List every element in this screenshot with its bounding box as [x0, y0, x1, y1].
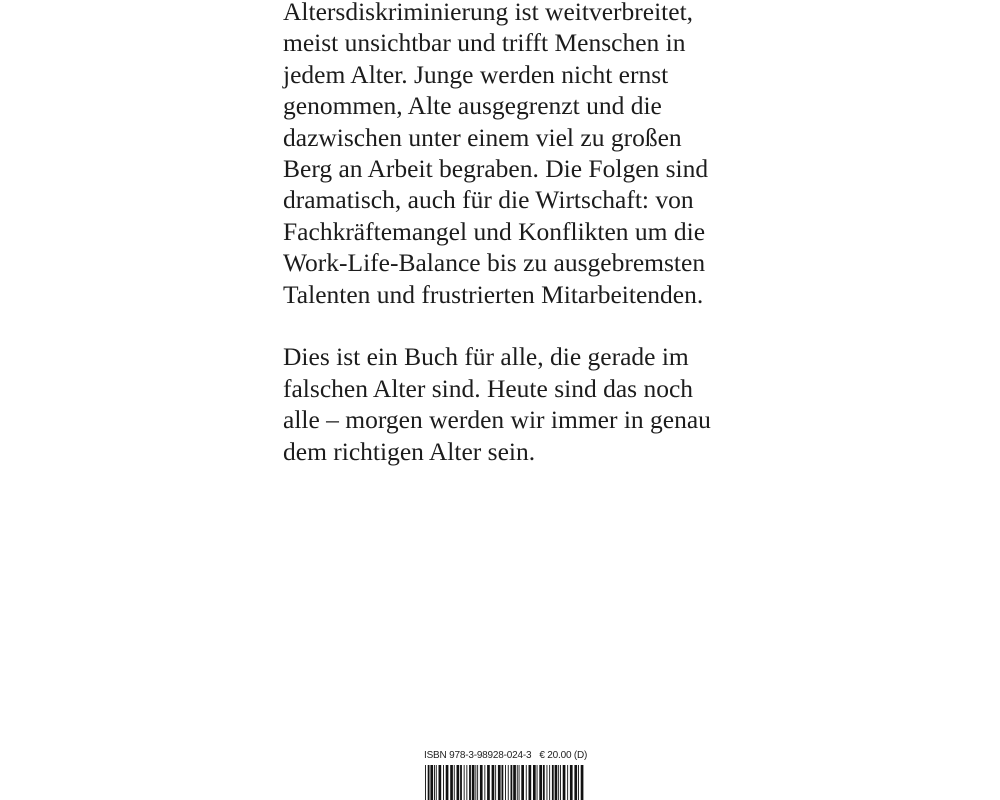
barcode-bar	[560, 765, 561, 800]
barcode-bar	[439, 765, 442, 800]
price-label: € 20.00 (D)	[539, 750, 588, 761]
text-line: jedem Alter. Junge werden nicht ernst	[283, 59, 669, 89]
barcode-bar	[558, 765, 559, 800]
barcode-bar	[563, 765, 566, 800]
barcode-bar	[552, 765, 554, 800]
barcode-bar	[495, 765, 496, 800]
barcode-bar	[549, 765, 550, 800]
barcode-bar	[460, 765, 462, 800]
barcode-bar	[502, 765, 504, 800]
barcode-bar	[533, 765, 536, 800]
barcode-bar	[517, 765, 518, 800]
blurb-paragraph-1	[283, 0, 743, 310]
isbn-label	[424, 750, 594, 762]
barcode-bar	[529, 765, 532, 800]
blurb-text	[283, 0, 743, 467]
barcode-bar	[477, 765, 478, 800]
barcode-bar	[567, 765, 568, 800]
barcode-bar	[511, 765, 513, 800]
isbn-block	[424, 750, 588, 800]
paragraph-gap	[283, 310, 743, 341]
barcode-bar	[498, 765, 501, 800]
isbn-number: ISBN 978-3-98928-024-3	[424, 750, 532, 761]
text-line: dazwischen unter einem viel zu großen	[283, 122, 682, 152]
barcode-bar	[555, 765, 558, 800]
barcode-bar	[428, 765, 430, 800]
text-line: dem richtigen Alter sein.	[283, 436, 536, 466]
barcode-bar	[508, 765, 509, 800]
barcode-bar	[543, 765, 545, 800]
barcode-bar	[480, 765, 483, 800]
text-line: dramatisch, auch für die Wirtschaft: von	[283, 185, 694, 215]
barcode-bar	[574, 765, 577, 800]
barcode-bar	[578, 765, 579, 800]
barcode	[424, 765, 584, 800]
barcode-bar	[457, 765, 460, 800]
barcode-bar	[436, 765, 437, 800]
text-line: genommen, Alte ausgegrenzt und die	[283, 91, 662, 121]
barcode-bar	[581, 765, 584, 800]
text-line: Dies ist ein Buch für alle, die gerade im	[283, 342, 689, 372]
barcode-bar	[475, 765, 476, 800]
barcode-bar	[464, 765, 465, 800]
text-line: alle – morgen werden wir immer in genau	[283, 405, 711, 435]
barcode-bar	[547, 765, 548, 800]
text-line: Berg an Arbeit begraben. Die Folgen sind	[283, 154, 709, 184]
barcode-bar	[454, 765, 455, 800]
text-line: Altersdiskriminierung ist weitverbreitet,	[283, 0, 694, 26]
barcode-bar	[505, 765, 506, 800]
text-line: Work-Life-Balance bis zu ausgebremsten	[283, 248, 706, 278]
barcode-bar	[526, 765, 527, 800]
barcode-bar	[430, 765, 433, 800]
barcode-bar	[466, 765, 467, 800]
blurb-paragraph-2	[283, 341, 743, 467]
text-line: falschen Alter sind. Heute sind das noch	[283, 373, 694, 403]
barcode-bar	[434, 765, 435, 800]
text-line: Fachkräftemangel und Konflikten um die	[283, 216, 706, 246]
barcode-bar	[521, 765, 524, 800]
barcode-bar	[443, 765, 444, 800]
barcode-bar	[446, 765, 449, 800]
barcode-bar	[450, 765, 453, 800]
barcode-bar	[484, 765, 485, 800]
barcode-bar	[487, 765, 490, 800]
barcode-bar	[513, 765, 516, 800]
barcode-bar	[537, 765, 538, 800]
barcode-bar	[469, 765, 471, 800]
barcode-bar	[425, 765, 426, 800]
barcode-bar	[492, 765, 495, 800]
text-line: meist unsichtbar und trifft Menschen in	[283, 28, 686, 58]
barcode-bar	[519, 765, 520, 800]
barcode-bar	[472, 765, 475, 800]
barcode-bar	[539, 765, 542, 800]
text-line: Talenten und frustrierten Mitarbeitenden.	[283, 279, 704, 309]
barcode-bar	[570, 765, 573, 800]
